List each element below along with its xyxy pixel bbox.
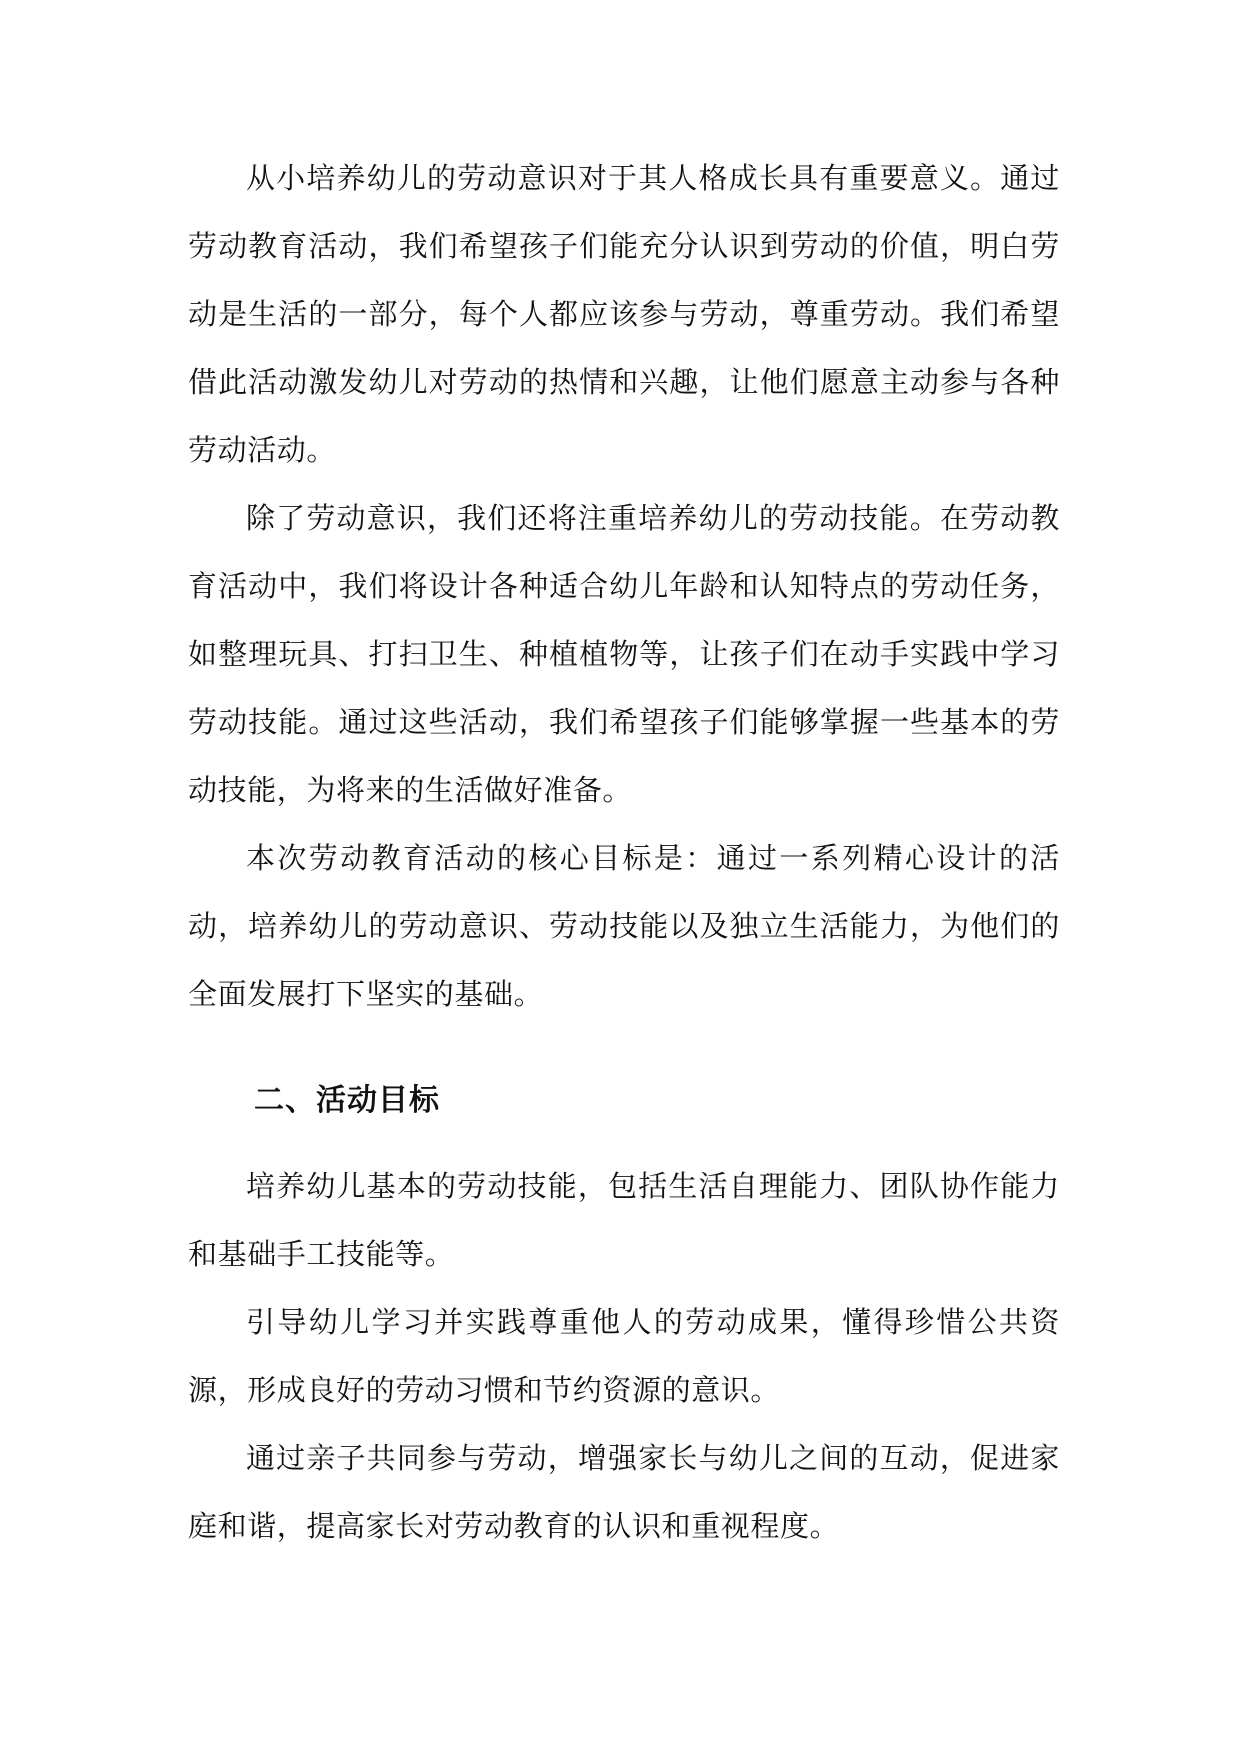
paragraph: 本次劳动教育活动的核心目标是：通过一系列精心设计的活动，培养幼儿的劳动意识、劳动技能以及独立生活能力，为他们的全面发展打下坚实的基础。	[188, 841, 1060, 1011]
section-heading: 二、活动目标	[254, 1083, 440, 1118]
paragraph: 培养幼儿基本的劳动技能，包括生活自理能力、团队协作能力和基础手工技能等。	[188, 1169, 1060, 1271]
paragraph: 除了劳动意识，我们还将注重培养幼儿的劳动技能。在劳动教育活动中，我们将设计各种适合幼儿年龄和认知特点的劳动任务，如整理玩具、打扫卫生、种植植物等，让孩子们在动手实践中学习劳动技能。通过这些活动，我们希望孩子们能够掌握一些基本的劳动技能，为将来的生活做好准备。	[188, 501, 1060, 807]
paragraph: 通过亲子共同参与劳动，增强家长与幼儿之间的互动，促进家庭和谐，提高家长对劳动教育的认识和重视程度。	[188, 1441, 1060, 1543]
document-body	[188, 144, 1060, 1560]
paragraph: 引导幼儿学习并实践尊重他人的劳动成果，懂得珍惜公共资源，形成良好的劳动习惯和节约资源的意识。	[188, 1305, 1060, 1407]
paragraph: 从小培养幼儿的劳动意识对于其人格成长具有重要意义。通过劳动教育活动，我们希望孩子们能充分认识到劳动的价值，明白劳动是生活的一部分，每个人都应该参与劳动，尊重劳动。我们希望借此活动激发幼儿对劳动的热情和兴趣，让他们愿意主动参与各种劳动活动。	[188, 161, 1060, 467]
